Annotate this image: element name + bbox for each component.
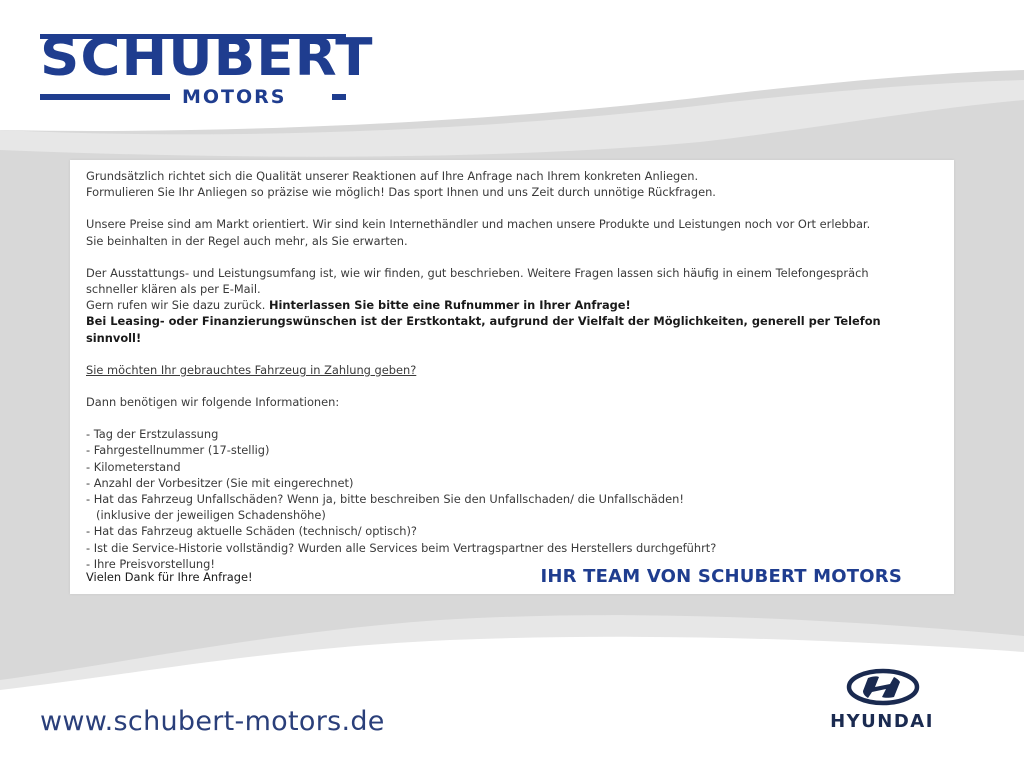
hyundai-wordmark: HYUNDAI [830, 711, 934, 732]
website-url[interactable]: www.schubert-motors.de [40, 706, 385, 737]
list-item: - Fahrgestellnummer (17-stellig) [86, 443, 270, 458]
paragraph-line [86, 297, 936, 313]
list-item: - Ihre Preisvorstellung! [86, 556, 215, 571]
paragraph-line: Unsere Preise sind am Markt orientiert. Wir sind kein Internethändler und machen unsere Produkte und Leistungen noch vor Ort erlebbar. [86, 217, 871, 232]
paragraph-line: Grundsätzlich richtet sich die Qualität unserer Reaktionen auf Ihre Anfrage nach Ihrem konkreten Anliegen. [86, 169, 699, 183]
list-item: (inklusive der jeweiligen Schadenshöhe) [96, 508, 326, 523]
phone-request-text: Hinterlassen Sie bitte eine Rufnummer in Ihrer Anfrage! [268, 298, 631, 313]
logo-subtitle: MOTORS [182, 86, 287, 108]
info-intro: Dann benötigen wir folgende Informationen: [86, 395, 340, 410]
callback-text: Gern rufen wir Sie dazu zurück. [86, 298, 269, 313]
info-text [86, 168, 936, 572]
list-item: - Kilometerstand [86, 459, 181, 474]
logo-left-bar [40, 94, 170, 100]
list-item: - Tag der Erstzulassung [86, 427, 219, 442]
schubert-motors-logo [40, 28, 374, 108]
paragraph-line: Formulieren Sie Ihr Anliegen so präzise wie möglich! Das sport Ihnen und uns Zeit durch unnötige Rückfragen. [86, 185, 716, 200]
list-item: - Hat das Fahrzeug Unfallschäden? Wenn ja, bitte beschreiben Sie den Unfallschaden/ die Unfallschäden! [86, 492, 684, 507]
required-info-list [86, 426, 936, 572]
logo-right-bar [332, 94, 346, 100]
logo-wordmark: SCHUBERT [40, 28, 374, 88]
leasing-note: Bei Leasing- oder Finanzierungswünschen ist der Erstkontakt, aufgrund der Vielfalt der Möglichkeiten, generell per Telefon sinnvoll! [86, 314, 881, 345]
trade-in-heading: Sie möchten Ihr gebrauchtes Fahrzeug in Zahlung geben? [86, 362, 417, 377]
list-item: - Hat das Fahrzeug aktuelle Schäden (technisch/ optisch)? [86, 524, 417, 539]
team-signature: IHR TEAM VON SCHUBERT MOTORS [540, 566, 902, 587]
info-card [70, 160, 954, 594]
thanks-text: Vielen Dank für Ihre Anfrage! [86, 570, 253, 584]
list-item: - Ist die Service-Historie vollständig? Wurden alle Services beim Vertragspartner des Herstellers durchgeführt? [86, 540, 717, 555]
hyundai-emblem-icon [846, 668, 920, 706]
list-item: - Anzahl der Vorbesitzer (Sie mit eingerechnet) [86, 475, 354, 490]
paragraph-line: schneller klären als per E-Mail. [86, 282, 261, 297]
paragraph-line: Sie beinhalten in der Regel auch mehr, als Sie erwarten. [86, 233, 408, 248]
paragraph-line: Der Ausstattungs- und Leistungsumfang ist, wie wir finden, gut beschrieben. Weitere Fragen lassen sich häufig in einem Telefongespräch [86, 265, 869, 280]
